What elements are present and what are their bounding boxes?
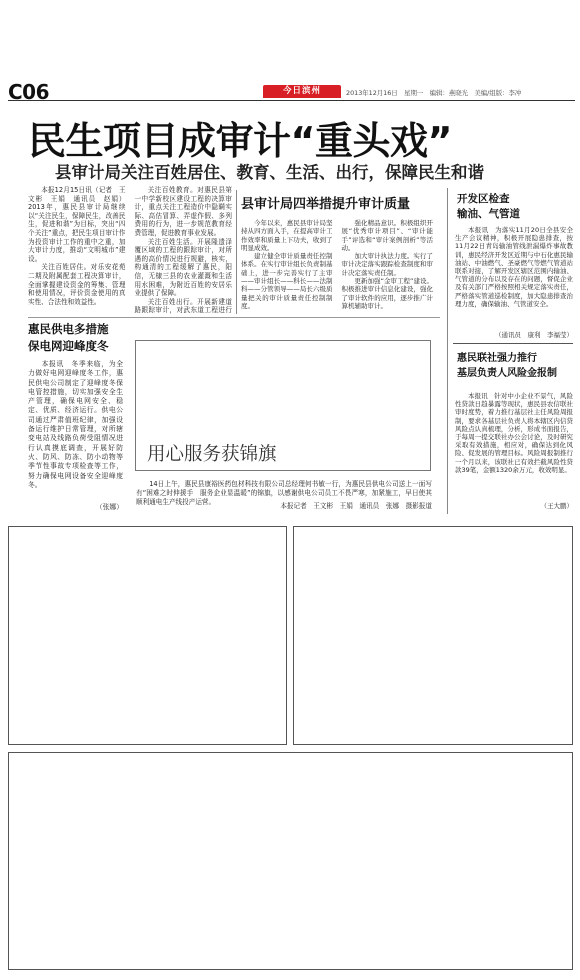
- article-paragraph: 建立健全审计质量责任控制体系。在实行审计组长负责制基础上，进一步完善实行了主审——审计组长——科长——法制科——分管领导——局长六级质量把关的审计质量责任控制制度。: [241, 252, 333, 310]
- article-paragraph: 本报讯 针对中小企业不景气，风险性贷款日趋暴露等现状，惠民县农信联社审时度势，着力推行基层社主任风险周报制，要求各基层社负责人将本辖区内信贷风险点认真梳理，分析，形成书面报告，于每周一提交联社办公会讨论，及时研究采取有效措施，相应对，确保达到化风险、促发展的管理目标。风险周报制推行一个月以来，该联社已有效拦截风险性贷款39笔，金额1320余万元，收效明显。: [455, 392, 573, 474]
- quality-headline: 县审计局四举措提升审计质量: [241, 197, 411, 212]
- article-rule: [453, 343, 573, 344]
- article-paragraph: 强化精品意识。积极组织开展“优秀审计项目”、“审计能手”评选和“审计案例剖析”等活动。: [341, 219, 433, 252]
- power-byline: （张娜）: [95, 503, 123, 511]
- article-paragraph: 本报讯 冬季来临，为全力做好电网迎峰度冬工作，惠民供电公司制定了迎峰度冬保电管控措施，切实加强安全生产管理，确保电网安全、稳定、优质、经济运行。供电公司通过严肃值班纪律，加强设备运行维护日常管理，对所辖变电站及线路负荷受阻情况进行认真摸底调查，开展好防火、防风、防冻、防小动物等季节性事故专项检查等工作，努力确保电网设备安全迎峰度冬。: [28, 360, 123, 489]
- risk-article-body: [455, 392, 573, 500]
- article-paragraph: 关注百姓生活。开展隆遗泽覆区域的工程的跟踪审计，对所遇的高价情况进行规避，核实，构通清的工程缓解了惠民，阳信，无棣三县的农业灌溉和生活用水困难，为附近百姓的安居乐业提供了保障。: [134, 237, 232, 298]
- pipeline-headline: [457, 192, 520, 222]
- headline-line: 开发区检查: [457, 193, 510, 205]
- headline-line: 惠民供电多措施: [28, 322, 109, 336]
- lead-headline: 民生项目成审计“重头戏”: [28, 119, 452, 163]
- headline-line: 惠民联社强力推行: [457, 353, 537, 364]
- lead-article-body: [28, 186, 232, 316]
- photo-caption-text: 14日上午，惠民县康裕医药包材科技有限公司总经理何书敏一行，为惠民县供电公司送上一面写有“困难之时伸援手 服务企业显温暖”的锦旗，以感谢供电公司员工不畏严寒，加紧施工，早日使其顺利通电生产线投产运营。: [136, 480, 432, 506]
- photo-title: 用心服务获锦旗: [147, 444, 277, 465]
- headline-line: 输油、气管道: [457, 208, 520, 220]
- column-rule: [447, 188, 448, 514]
- section-tab: 今日滨州: [263, 85, 341, 98]
- pipeline-byline: （通讯员 康利 李福莹）: [495, 331, 573, 339]
- article-rule: [28, 317, 440, 318]
- article-paragraph: 关注百姓居住。对乐安花苑二期及附属配套工程决算审计，全面掌握建设资金的筹集、管理和使用情况，评价资金使用的真实性、合法性和效益性。: [28, 263, 126, 306]
- empty-ad-box: [293, 526, 573, 745]
- article-paragraph: 本报12月15日讯（记者 王文彬 王娟 通讯员 赵娟）2013年，惠民县审计局继续以“关注民生，保障民生，改善民生，促进和谐”为目标，突出“四个关注”重点，把民生项目审计作为投资审计工作的重中之重，加大审计力度，推动“文明城市”建设。: [28, 186, 126, 263]
- photo-credit: 本报记者 王文彬 王娟 通讯员 张娜 摄影报道: [280, 502, 432, 510]
- news-photo: [135, 340, 431, 471]
- headline-line: 保电网迎峰度冬: [28, 339, 109, 353]
- lead-subheadline: 县审计局关注百姓居住、教育、生活、出行，保障民生和谐: [55, 163, 484, 182]
- power-headline: [28, 321, 109, 355]
- quality-article-body: [241, 219, 433, 317]
- article-paragraph: 本报讯 为落实11月20日全县安全生产会议精神，积极开展隐患排查，按11月22日青岛输油管线泄漏爆炸事故教训，惠民经济开发区近期与中石化惠民输油站、中油燃气、圣豪燃气等燃气管道站联系对接，了解开发区辖区范围内输油、气管道的分布以及存在的问题，督促企业及有关部门严格按照相关规定落实责任，严格落实管道巡检制度，加大隐患排查治理力度，确保输油、气管道安全。: [455, 226, 573, 308]
- empty-ad-box: [8, 752, 573, 970]
- article-paragraph: 加大审计执法力度。实行了审计决定落实跟踪检查制度和审计决定落实责任制。: [341, 252, 433, 277]
- empty-ad-box: [8, 526, 287, 745]
- article-paragraph: 更新加强“金审工程”建设。积极推进审计信息化建设，强化了审计软件的应用，逐步推广计算机辅助审计。: [341, 277, 433, 310]
- article-paragraph: 关注百姓出行。开展新建道路跟踪审计，对武东道工程进行: [134, 297, 232, 315]
- article-paragraph: 关注百姓教育。对惠民县第一中学新校区建设工程的决算审计，重点关注工程造价中隐瞒实际、高估冒算、弄虚作假、多列费用的行为，进一步规范教育经费管理，促进教育事业发展。: [134, 186, 232, 237]
- pipeline-article-body: [455, 226, 573, 330]
- risk-headline: [457, 351, 557, 381]
- headline-line: 基层负责人风险金报制: [457, 368, 557, 379]
- issue-info: 2013年12月16日 星期一 编辑：燕晓光 美编/组版：李冲: [346, 89, 522, 97]
- column-rule: [236, 190, 237, 314]
- section-code: C06: [8, 80, 50, 104]
- risk-byline: （王大鹏）: [540, 502, 573, 510]
- header-rule: [8, 100, 575, 101]
- article-paragraph: 今年以来，惠民县审计局坚持从四方面入手，在提高审计工作效率和质量上下功夫，收到了明显成效。: [241, 219, 333, 252]
- power-article-body: [28, 360, 123, 502]
